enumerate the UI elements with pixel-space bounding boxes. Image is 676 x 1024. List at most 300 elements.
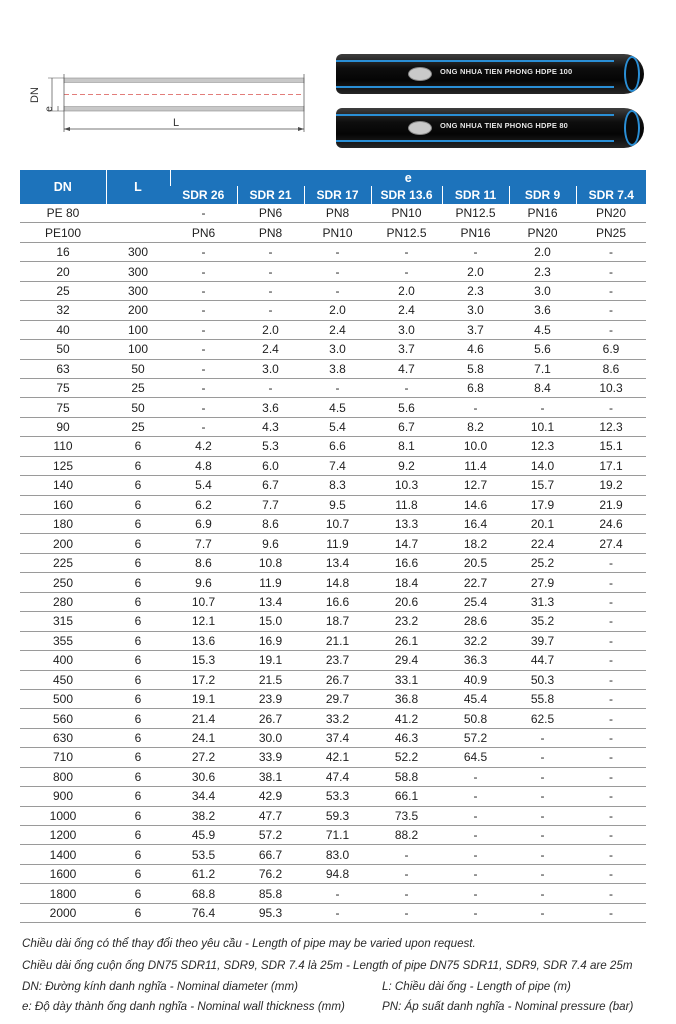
pipe-spec-table [20,170,646,923]
cell-value: - [442,845,509,864]
cell-value: 15.3 [170,651,237,670]
cell-value: 15.7 [509,476,576,495]
cell-dn: 20 [20,262,106,281]
cell-value: - [371,845,442,864]
cell-value: 25.4 [442,592,509,611]
cell-value: - [304,262,371,281]
table-row [20,806,646,825]
cell-value: 6.2 [170,495,237,514]
cell-value: 5.4 [304,417,371,436]
table-row [20,884,646,903]
cell-value: - [576,320,646,339]
cell-value: - [170,301,237,320]
table-row [20,359,646,378]
cell-value: 10.1 [509,417,576,436]
pipe-wall-top [64,78,304,83]
cell-value: 66.1 [371,787,442,806]
cell-value: - [170,204,237,223]
cell-value: - [442,787,509,806]
cell-value: 6.9 [576,340,646,359]
cell-value: PN25 [576,223,646,242]
cell-value: 21.9 [576,495,646,514]
cell-value: - [576,787,646,806]
cell-value: - [509,787,576,806]
cell-length: 6 [106,515,170,534]
cell-value: PN20 [576,204,646,223]
cell-dn: 355 [20,631,106,650]
header-sdr: SDR 13.6 [371,186,442,204]
cell-value: - [576,903,646,922]
cell-length: 6 [106,884,170,903]
cell-length: 300 [106,242,170,261]
cell-value: - [576,651,646,670]
cell-value: 33.2 [304,709,371,728]
cell-value: 30.0 [237,728,304,747]
cell-value: 62.5 [509,709,576,728]
cell-value: PN20 [509,223,576,242]
cell-value: PN12.5 [442,204,509,223]
cell-value: 27.4 [576,534,646,553]
cell-value: 21.4 [170,709,237,728]
cell-value: 2.4 [371,301,442,320]
cell-length: 6 [106,534,170,553]
cell-value: - [170,320,237,339]
cell-length: 6 [106,456,170,475]
cell-value: 12.7 [442,476,509,495]
cell-value: - [509,864,576,883]
cell-value: 33.1 [371,670,442,689]
cell-value: PN10 [371,204,442,223]
cell-value: - [371,884,442,903]
cell-value: - [170,242,237,261]
cell-value: 12.3 [576,417,646,436]
cell-length: 6 [106,748,170,767]
cell-dn: 500 [20,689,106,708]
cell-value: - [576,242,646,261]
cell-value: - [576,281,646,300]
cell-value: - [442,398,509,417]
cell-value: 17.2 [170,670,237,689]
cell-value: - [170,359,237,378]
cell-value: 10.7 [170,592,237,611]
cell-length: 6 [106,728,170,747]
cell-value: 6.7 [237,476,304,495]
cell-value: 35.2 [509,612,576,631]
cell-length: 200 [106,301,170,320]
cell-value: 12.3 [509,437,576,456]
cell-value: - [237,242,304,261]
cell-value: 9.5 [304,495,371,514]
table-row [20,242,646,261]
cell-value: PN8 [304,204,371,223]
pn-definition: PN: Áp suất danh nghĩa - Nominal pressure (bar) [382,1000,634,1013]
cell-value: 7.1 [509,359,576,378]
cell-length: 6 [106,553,170,572]
cell-value: 3.0 [304,340,371,359]
table-row [20,845,646,864]
table-row [20,398,646,417]
cell-value: 3.6 [237,398,304,417]
cell-value: 18.7 [304,612,371,631]
table-row [20,515,646,534]
cell-dn: PE 80 [20,204,106,223]
cell-value: 27.2 [170,748,237,767]
cell-value: 45.9 [170,826,237,845]
cell-value: 8.6 [170,553,237,572]
cell-dn: 63 [20,359,106,378]
cell-value: 11.9 [237,573,304,592]
cell-value: 4.5 [509,320,576,339]
pipe-stripe [336,86,614,88]
cell-value: - [304,884,371,903]
cell-value: 6.9 [170,515,237,534]
cell-value: 8.3 [304,476,371,495]
cell-value: - [371,378,442,397]
cell-value: 47.4 [304,767,371,786]
cell-length: 6 [106,767,170,786]
table-row [20,787,646,806]
cell-value: 2.3 [442,281,509,300]
cell-value: 40.9 [442,670,509,689]
pipe-print-label: ONG NHUA TIEN PHONG HDPE 100 [440,67,573,76]
cell-length: 6 [106,709,170,728]
cell-value: - [170,281,237,300]
cell-length: 6 [106,689,170,708]
table-row [20,262,646,281]
cell-value: 10.8 [237,553,304,572]
cell-value: 85.8 [237,884,304,903]
cell-dn: 2000 [20,903,106,922]
cell-value: 8.6 [576,359,646,378]
cell-value: 5.6 [509,340,576,359]
table-row [20,767,646,786]
cell-value: - [371,242,442,261]
cell-value: 18.4 [371,573,442,592]
cell-value: - [576,573,646,592]
cell-value: 45.4 [442,689,509,708]
cell-dn: 1600 [20,864,106,883]
table-row [20,748,646,767]
cell-value: 13.4 [304,553,371,572]
cell-value: 26.1 [371,631,442,650]
cell-length: 6 [106,476,170,495]
cell-value: 68.8 [170,884,237,903]
cell-value: 16.6 [371,553,442,572]
cell-value: 7.4 [304,456,371,475]
cell-value: 36.8 [371,689,442,708]
cell-length [106,204,170,223]
cell-value: 30.6 [170,767,237,786]
cell-value: - [170,340,237,359]
cell-value: 73.5 [371,806,442,825]
cell-length: 6 [106,806,170,825]
cell-dn: 110 [20,437,106,456]
cell-value: - [442,826,509,845]
cell-value: - [442,242,509,261]
cell-value: 53.3 [304,787,371,806]
cell-length: 6 [106,670,170,689]
cell-value: 18.2 [442,534,509,553]
cell-length: 6 [106,826,170,845]
cell-value: - [442,864,509,883]
cell-value: 4.3 [237,417,304,436]
cell-length: 6 [106,437,170,456]
cell-value: 25.2 [509,553,576,572]
cell-dn: 75 [20,398,106,417]
cell-value: 29.4 [371,651,442,670]
cell-value: - [576,884,646,903]
cell-value: - [509,884,576,903]
cell-value: - [509,728,576,747]
cell-value: 23.9 [237,689,304,708]
cell-value: 58.8 [371,767,442,786]
cell-dn: 280 [20,592,106,611]
pipe-stripe [336,140,614,142]
pipe-wall-bottom [64,106,304,111]
cell-value: 10.3 [371,476,442,495]
cell-dn: 16 [20,242,106,261]
cell-value: 19.2 [576,476,646,495]
cell-value: 76.4 [170,903,237,922]
cell-length: 6 [106,787,170,806]
cell-value: 4.6 [442,340,509,359]
cell-value: 88.2 [371,826,442,845]
cell-value: - [237,281,304,300]
cell-value: 10.3 [576,378,646,397]
cell-value: 76.2 [237,864,304,883]
table-row [20,476,646,495]
cell-value: 55.8 [509,689,576,708]
cell-value: - [371,864,442,883]
cell-value: 95.3 [237,903,304,922]
cell-value: 3.6 [509,301,576,320]
cell-value: 27.9 [509,573,576,592]
cell-value: 52.2 [371,748,442,767]
cell-dn: 1000 [20,806,106,825]
cell-dn: 250 [20,573,106,592]
cell-value: 2.0 [237,320,304,339]
cell-dn: 40 [20,320,106,339]
cell-value: 11.8 [371,495,442,514]
cell-value: 34.4 [170,787,237,806]
cell-value: 6.6 [304,437,371,456]
header-e-group: e [170,170,646,186]
cell-value: 11.9 [304,534,371,553]
cell-value: 8.1 [371,437,442,456]
pipe-print-label: ONG NHUA TIEN PHONG HDPE 80 [440,121,569,130]
pipe-stripe [336,60,614,62]
table-row [20,553,646,572]
cell-value: - [576,553,646,572]
cell-value: 15.0 [237,612,304,631]
cell-dn: 710 [20,748,106,767]
cell-value: - [170,262,237,281]
table-row [20,689,646,708]
cell-length: 25 [106,378,170,397]
cell-value: 57.2 [237,826,304,845]
pipe-dimension-diagram [24,68,324,138]
cell-value: 24.6 [576,515,646,534]
cell-value: 66.7 [237,845,304,864]
cell-value: - [576,864,646,883]
cell-dn: 315 [20,612,106,631]
cell-value: 3.7 [371,340,442,359]
cell-value: - [576,262,646,281]
table-row [20,437,646,456]
cell-value: 5.4 [170,476,237,495]
cell-value: - [576,689,646,708]
cell-value: 21.5 [237,670,304,689]
cell-value: 94.8 [304,864,371,883]
cell-value: 6.8 [442,378,509,397]
cell-dn: 32 [20,301,106,320]
cell-value: 22.7 [442,573,509,592]
header-sdr: SDR 11 [442,186,509,204]
cell-value: 42.9 [237,787,304,806]
cell-value: - [442,903,509,922]
cell-value: 44.7 [509,651,576,670]
table-row [20,340,646,359]
cell-value: - [509,826,576,845]
cell-value: 3.0 [237,359,304,378]
cell-value: 2.0 [304,301,371,320]
table-row [20,417,646,436]
cell-dn: 75 [20,378,106,397]
table-row [20,631,646,650]
cell-value: 23.7 [304,651,371,670]
table-row [20,320,646,339]
cell-dn: 1200 [20,826,106,845]
cell-value: 10.7 [304,515,371,534]
cell-length: 50 [106,398,170,417]
e-dimension-label: e [44,106,55,112]
cell-value: - [442,767,509,786]
cell-length: 6 [106,903,170,922]
cell-value: 32.2 [442,631,509,650]
cell-dn: 560 [20,709,106,728]
cell-value: - [509,398,576,417]
table-row [20,864,646,883]
cell-dn: 125 [20,456,106,475]
cell-length: 6 [106,631,170,650]
cell-value: 11.4 [442,456,509,475]
cell-value: - [576,398,646,417]
cell-value: 9.6 [170,573,237,592]
l-arrow-left [64,127,70,131]
cell-value: 21.1 [304,631,371,650]
cell-length: 6 [106,864,170,883]
cell-value: 6.0 [237,456,304,475]
cell-dn: 800 [20,767,106,786]
cell-length: 6 [106,612,170,631]
cell-value: - [509,767,576,786]
cell-value: - [576,670,646,689]
cell-value: 50.3 [509,670,576,689]
cell-value: - [576,728,646,747]
cell-value: - [576,767,646,786]
cell-value: 10.0 [442,437,509,456]
table-row [20,826,646,845]
table-row [20,495,646,514]
cell-value: 16.4 [442,515,509,534]
cell-value: 61.2 [170,864,237,883]
cell-value: 59.3 [304,806,371,825]
cell-value: 26.7 [237,709,304,728]
cell-value: - [576,592,646,611]
cell-value: - [509,903,576,922]
cell-value: 8.6 [237,515,304,534]
cell-value: 19.1 [237,651,304,670]
cell-length: 100 [106,340,170,359]
cell-value: 2.0 [509,242,576,261]
cell-value: PN16 [442,223,509,242]
cell-value: 83.0 [304,845,371,864]
coil-note: Chiều dài ống cuộn ống DN75 SDR11, SDR9, SDR 7.4 là 25m - Length of pipe DN75 SDR11, SDR9, SDR 7.4 are 25m [22,959,633,972]
header-sdr: SDR 21 [237,186,304,204]
cell-value: 5.3 [237,437,304,456]
cell-value: PN12.5 [371,223,442,242]
cell-dn: 400 [20,651,106,670]
cell-value: 8.4 [509,378,576,397]
cell-value: - [442,806,509,825]
cell-dn: 90 [20,417,106,436]
cell-value: 4.5 [304,398,371,417]
cell-value: - [371,262,442,281]
cell-dn: 25 [20,281,106,300]
cell-dn: 1400 [20,845,106,864]
cell-value: 37.4 [304,728,371,747]
cell-value: - [509,806,576,825]
cell-value: - [237,262,304,281]
header-sdr: SDR 17 [304,186,371,204]
table-row [20,651,646,670]
cell-dn: 180 [20,515,106,534]
cell-value: - [509,748,576,767]
cell-length: 6 [106,651,170,670]
cell-value: - [304,242,371,261]
cell-value: - [170,417,237,436]
cell-value: - [304,903,371,922]
cell-value: - [170,378,237,397]
cell-value: 12.1 [170,612,237,631]
table-body [20,204,646,923]
cell-value: 4.8 [170,456,237,475]
cell-dn: 50 [20,340,106,359]
pipe-end-icon [624,56,640,92]
cell-length: 6 [106,592,170,611]
pipe-end-icon [624,110,640,146]
header-sdr: SDR 9 [509,186,576,204]
cell-value: 15.1 [576,437,646,456]
cell-value: 38.2 [170,806,237,825]
e-definition: e: Độ dày thành ống danh nghĩa - Nominal wall thickness (mm) [22,1000,345,1013]
cell-value: 3.8 [304,359,371,378]
cell-dn: 1800 [20,884,106,903]
cell-value: 36.3 [442,651,509,670]
cell-value: 3.7 [442,320,509,339]
cell-value: 9.6 [237,534,304,553]
cell-value: - [304,378,371,397]
header-sdr: SDR 26 [170,186,237,204]
cell-dn: 225 [20,553,106,572]
cell-value: 2.3 [509,262,576,281]
cell-length: 100 [106,320,170,339]
cell-dn: 900 [20,787,106,806]
cell-value: 28.6 [442,612,509,631]
cell-value: 17.9 [509,495,576,514]
cell-value: 24.1 [170,728,237,747]
cell-value: 46.3 [371,728,442,747]
